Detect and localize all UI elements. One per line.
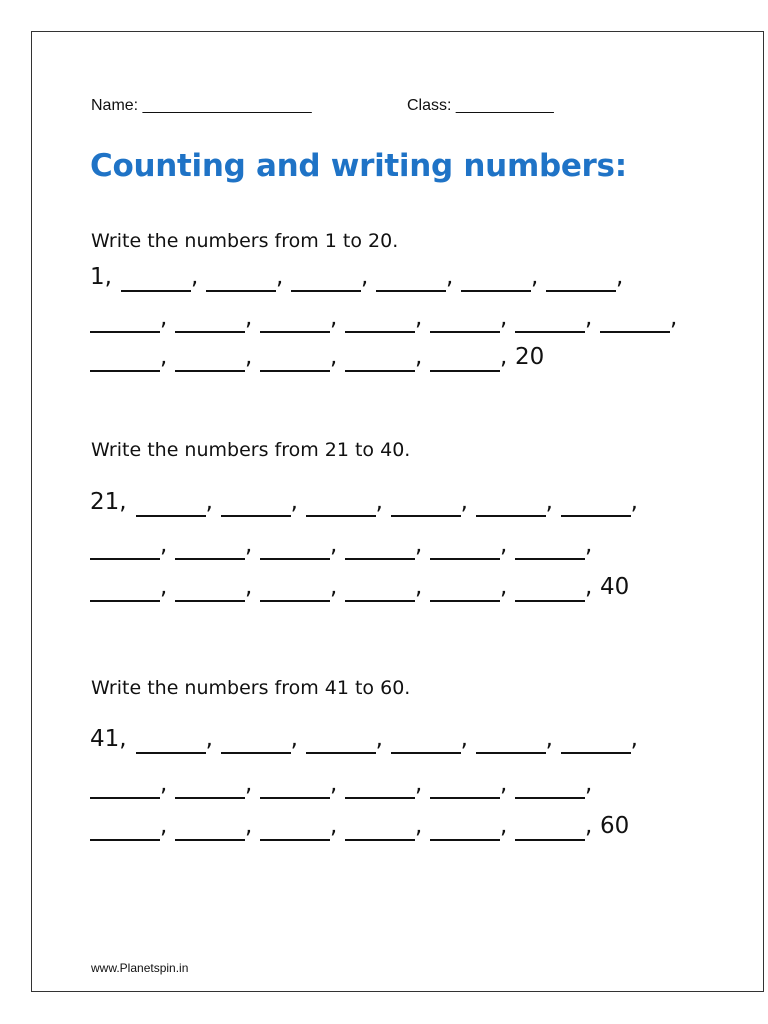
answer-blank: [90, 350, 160, 372]
row-21-to-40-b: , , , , , ,: [90, 530, 600, 560]
row-1-to-20-b: , , , , , , ,: [90, 303, 685, 333]
instruction-41-to-60: Write the numbers from 41 to 60.: [91, 677, 411, 699]
answer-blank: [345, 819, 415, 841]
answer-blank: [345, 580, 415, 602]
answer-blank: [260, 311, 330, 333]
row-41-to-60-c: , , , , , , 60: [90, 811, 629, 841]
answer-blank: [515, 538, 585, 560]
answer-blank: [430, 311, 500, 333]
answer-blank: [430, 819, 500, 841]
answer-blank: [175, 580, 245, 602]
answer-blank: [600, 311, 670, 333]
answer-blank: [515, 819, 585, 841]
end-number: 20: [515, 344, 545, 370]
answer-blank: [221, 495, 291, 517]
answer-blank: [90, 819, 160, 841]
answer-blank: [175, 538, 245, 560]
answer-blank: [476, 732, 546, 754]
answer-blank: [175, 777, 245, 799]
answer-blank: [345, 777, 415, 799]
answer-blank: [260, 538, 330, 560]
answer-blank: [561, 732, 631, 754]
end-number: 40: [600, 574, 630, 600]
answer-blank: [260, 350, 330, 372]
row-21-to-40-a: 21, , , , , , ,: [90, 489, 638, 515]
answer-blank: [306, 732, 376, 754]
answer-blank: [461, 270, 531, 292]
instruction-21-to-40: Write the numbers from 21 to 40.: [91, 439, 411, 461]
answer-blank: [260, 777, 330, 799]
answer-blank: [306, 495, 376, 517]
answer-blank: [430, 580, 500, 602]
answer-blank: [345, 538, 415, 560]
answer-blank: [515, 777, 585, 799]
answer-blank: [430, 350, 500, 372]
answer-blank: [90, 777, 160, 799]
answer-blank: [260, 819, 330, 841]
answer-blank: [206, 270, 276, 292]
row-1-to-20-a: 1, , , , , , ,: [90, 264, 624, 290]
answer-blank: [136, 495, 206, 517]
row-1-to-20-c: , , , , , 20: [90, 342, 544, 372]
end-number: 60: [600, 813, 630, 839]
name-field: Name: ___________________: [91, 97, 312, 114]
worksheet-title: Counting and writing numbers:: [90, 148, 627, 184]
class-field: Class: ___________: [407, 97, 554, 114]
answer-blank: [345, 311, 415, 333]
row-21-to-40-c: , , , , , , 40: [90, 572, 629, 602]
answer-blank: [90, 311, 160, 333]
footer-website: www.Planetspin.in: [91, 961, 189, 975]
answer-blank: [546, 270, 616, 292]
start-number: 41,: [90, 726, 127, 752]
answer-blank: [175, 819, 245, 841]
answer-blank: [175, 350, 245, 372]
answer-blank: [221, 732, 291, 754]
answer-blank: [391, 732, 461, 754]
answer-blank: [136, 732, 206, 754]
answer-blank: [515, 580, 585, 602]
row-41-to-60-a: 41, , , , , , ,: [90, 726, 638, 752]
answer-blank: [175, 311, 245, 333]
answer-blank: [391, 495, 461, 517]
start-number: 21,: [90, 489, 127, 515]
answer-blank: [260, 580, 330, 602]
answer-blank: [476, 495, 546, 517]
answer-blank: [291, 270, 361, 292]
answer-blank: [430, 538, 500, 560]
answer-blank: [90, 538, 160, 560]
answer-blank: [430, 777, 500, 799]
answer-blank: [376, 270, 446, 292]
answer-blank: [90, 580, 160, 602]
start-number: 1,: [90, 264, 112, 290]
answer-blank: [561, 495, 631, 517]
answer-blank: [345, 350, 415, 372]
instruction-1-to-20: Write the numbers from 1 to 20.: [91, 230, 399, 252]
answer-blank: [515, 311, 585, 333]
row-41-to-60-b: , , , , , ,: [90, 769, 600, 799]
answer-blank: [121, 270, 191, 292]
